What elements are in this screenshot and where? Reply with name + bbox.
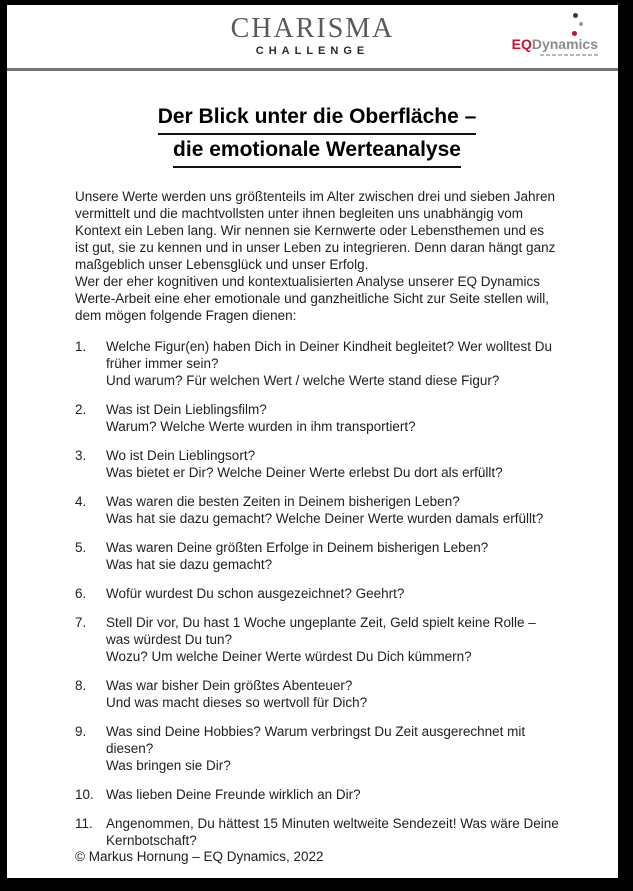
intro-section [75,188,559,324]
question-line: Was hat sie dazu gemacht? Welche Deiner Werte wurden damals erfüllt? [106,511,544,526]
question-text [106,614,559,665]
question-line: Was bringen sie Dir? [106,758,231,773]
question-item [75,539,559,573]
question-item [75,401,559,435]
logo-dynamics-text: Dynamics [531,36,598,52]
brand-title: CHARISMA [230,13,395,44]
questions-list [75,338,559,849]
question-text [106,723,559,774]
question-number: 8. [75,678,87,693]
question-line: Was lieben Deine Freunde wirklich an Dir? [106,787,361,802]
question-number: 4. [75,494,87,509]
question-line: Was ist Dein Lieblingsfilm? [106,402,267,417]
document-body [7,102,618,849]
logo-dot-gray-icon [579,22,583,26]
question-line: Was sind Deine Hobbies? Warum verbringst Du Zeit ausgerechnet mit diesen? [106,724,526,756]
question-line: Was waren Deine größten Erfolge in Deinem bisherigen Leben? [106,540,489,555]
question-text [106,585,559,602]
logo-wordmark [512,37,598,52]
document-page [7,5,618,878]
question-line: Wo ist Dein Lieblingsort? [106,448,256,463]
question-item [75,585,559,602]
question-line: Was war bisher Dein größtes Abenteuer? [106,678,353,693]
question-text [106,338,559,389]
logo-tagline [540,54,598,56]
question-number: 6. [75,586,87,601]
question-line: Angenommen, Du hättest 15 Minuten weltweite Sendezeit! Was wäre Deine Kernbotschaft? [106,816,559,848]
question-item [75,338,559,389]
question-line: Und was macht dieses so wertvoll für Dich? [106,695,368,710]
question-line: Wozu? Um welche Deiner Werte würdest Du Dich kümmern? [106,649,472,664]
question-line: Welche Figur(en) haben Dich in Deiner Kindheit begleitet? Wer wolltest Du früher immer sein? [106,339,552,371]
question-text [106,493,559,527]
question-item [75,493,559,527]
question-number: 5. [75,540,87,555]
question-text [106,786,559,803]
eq-dynamics-logo [511,9,604,61]
question-number: 7. [75,615,87,630]
question-number: 11. [75,816,93,831]
question-item [75,815,559,849]
question-number: 9. [75,724,87,739]
question-text [106,815,559,849]
question-line: Warum? Welche Werte wurden in ihm transportiert? [106,419,416,434]
page-title-line-2: die emotionale Werteanalyse [75,135,559,168]
page-title [75,102,559,168]
question-item [75,677,559,711]
logo-dot-black-icon [573,13,578,18]
question-item [75,786,559,803]
question-line: Stell Dir vor, Du hast 1 Woche ungeplante Zeit, Geld spielt keine Rolle – was würdest Du tun? [106,615,536,647]
question-number: 1. [75,339,87,354]
question-text [106,447,559,481]
question-line: Und warum? Für welchen Wert / welche Werte stand diese Figur? [106,373,500,388]
question-number: 3. [75,448,87,463]
intro-paragraph-2: Wer der eher kognitiven und kontextualisierten Analyse unserer EQ Dynamics Werte-Arbeit eine eher emotionale und ganzheitliche Sicht zur Seite stellen will, dem mögen folgende Fragen dienen: [75,274,550,323]
logo-eq-text: EQ [511,36,532,52]
question-text [106,401,559,435]
question-text [106,539,559,573]
question-item [75,614,559,665]
question-line: Was waren die besten Zeiten in Deinem bisherigen Leben? [106,494,460,509]
brand-subtitle: CHALLENGE [255,45,370,57]
document-header [7,5,618,71]
page-title-line-1: Der Blick unter die Oberfläche – [75,102,559,135]
question-number: 10. [75,787,94,802]
question-number: 2. [75,402,87,417]
intro-paragraph-1: Unsere Werte werden uns größtenteils im Alter zwischen drei und sieben Jahren vermittelt und die machtvollsten unter ihnen begleiten uns unabhängig vom Kontext ein Leben lang. Wir nennen sie Kernwerte oder Lebensthemen und es ist gut, sie zu kennen und in unser Leben zu integrieren. Denn daran hängt ganz maßgeblich unser Lebensglück und unser Erfolg. [75,189,556,272]
question-item [75,723,559,774]
question-line: Wofür wurdest Du schon ausgezeichnet? Geehrt? [106,586,405,601]
question-line: Was bietet er Dir? Welche Deiner Werte erlebst Du dort als erfüllt? [106,465,503,480]
copyright-footer: © Markus Hornung – EQ Dynamics, 2022 [75,849,324,864]
question-text [106,677,559,711]
question-item [75,447,559,481]
question-line: Was hat sie dazu gemacht? [106,557,273,572]
